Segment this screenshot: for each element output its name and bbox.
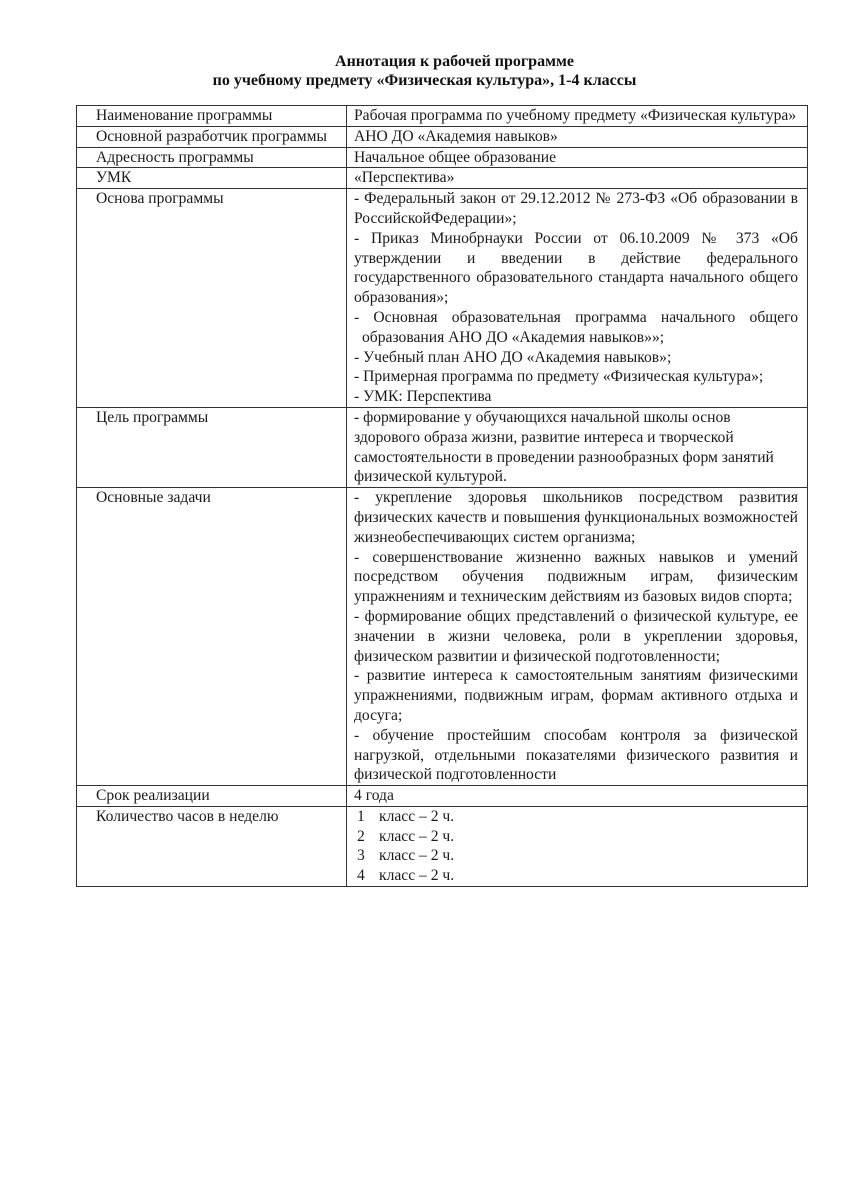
- row-value: 4 года: [347, 786, 808, 807]
- basis-item: - Основная образовательная программа начального общего образования АНО ДО «Академия навыков»»;: [354, 308, 798, 346]
- row-value: «Перспектива»: [347, 168, 808, 189]
- row-value: Рабочая программа по учебному предмету «Физическая культура»: [347, 106, 808, 127]
- grade-hours: класс – 2 ч.: [379, 827, 455, 845]
- basis-item: - УМК: Перспектива: [354, 388, 492, 406]
- hours-item: [354, 846, 798, 866]
- task-item: - формирование общих представлений о физической культуре, ее значении в жизни человека, роли в укреплении здоровья, физическом развитии и физической подготовленности;: [354, 607, 798, 665]
- row-label: Основа программы: [77, 189, 347, 408]
- row-value: Начальное общее образование: [347, 147, 808, 168]
- basis-item: - Примерная программа по предмету «Физическая культура»;: [354, 368, 764, 386]
- title-line-2: по учебному предмету «Физическая культура», 1-4 классы: [212, 72, 637, 89]
- basis-item: - Учебный план АНО ДО «Академия навыков»;: [354, 348, 672, 366]
- basis-item: - Приказ Минобрнауки России от 06.10.2009 № 373 «Об утверждении и введении в действие федерального государственного образовательного стандарта начального общего образования»;: [354, 229, 798, 307]
- table-row-program-basis: [77, 189, 808, 408]
- table-row-hours-per-week: [77, 806, 808, 886]
- row-value: АНО ДО «Академия навыков»: [347, 126, 808, 147]
- row-label: Основной разработчик программы: [77, 126, 347, 147]
- row-label: Наименование программы: [77, 106, 347, 127]
- grade-number: 2: [357, 827, 365, 845]
- table-row-program-name: [77, 106, 808, 127]
- hours-item: [354, 827, 798, 847]
- table-row-main-tasks: [77, 488, 808, 786]
- table-row-umk: [77, 168, 808, 189]
- row-value: - формирование у обучающихся начальной школы основ здорового образа жизни, развитие интереса и творческой самостоятельности в проведении разнообразных форм занятий физической культурой.: [347, 407, 808, 487]
- table-row-goal: [77, 407, 808, 487]
- grade-hours: класс – 2 ч.: [379, 847, 455, 865]
- grade-number: 4: [357, 867, 365, 885]
- hours-item: [354, 807, 798, 827]
- annotation-table: [76, 105, 808, 887]
- row-label: Адресность программы: [77, 147, 347, 168]
- row-label: УМК: [77, 168, 347, 189]
- table-row-developer: [77, 126, 808, 147]
- title-line-1: Аннотация к рабочей программе: [335, 53, 574, 70]
- grade-hours: класс – 2 ч.: [379, 867, 455, 885]
- row-label: Количество часов в неделю: [77, 806, 347, 886]
- row-label: Цель программы: [77, 407, 347, 487]
- task-item: - развитие интереса к самостоятельным занятиям физическими упражнениями, подвижным играм, формам активного отдыха и досуга;: [354, 667, 798, 724]
- hours-item: [354, 866, 798, 886]
- grade-number: 3: [357, 847, 365, 865]
- table-row-duration: [77, 786, 808, 807]
- row-label: Срок реализации: [77, 786, 347, 807]
- row-value-list: [347, 806, 808, 886]
- row-value-list: [347, 488, 808, 786]
- row-value-list: [347, 189, 808, 408]
- grade-number: 1: [357, 807, 365, 825]
- task-item: - совершенствование жизненно важных навыков и умений посредством обучения подвижным играм, физическим упражнениям и техническим действиям из базовых видов спорта;: [354, 548, 798, 606]
- row-label: Основные задачи: [77, 488, 347, 786]
- table-row-audience: [77, 147, 808, 168]
- task-item: - укрепление здоровья школьников посредством развития физических качеств и повышения функциональных возможностей жизнеобеспечивающих систем организма;: [354, 489, 798, 546]
- document-title: [0, 52, 849, 90]
- task-item: - обучение простейшим способам контроля за физической нагрузкой, отдельными показателями физического развития и физической подготовленности: [354, 726, 798, 784]
- basis-item: - Федеральный закон от 29.12.2012 № 273-ФЗ «Об образовании в РоссийскойФедерации»;: [354, 190, 798, 227]
- grade-hours: класс – 2 ч.: [379, 807, 455, 825]
